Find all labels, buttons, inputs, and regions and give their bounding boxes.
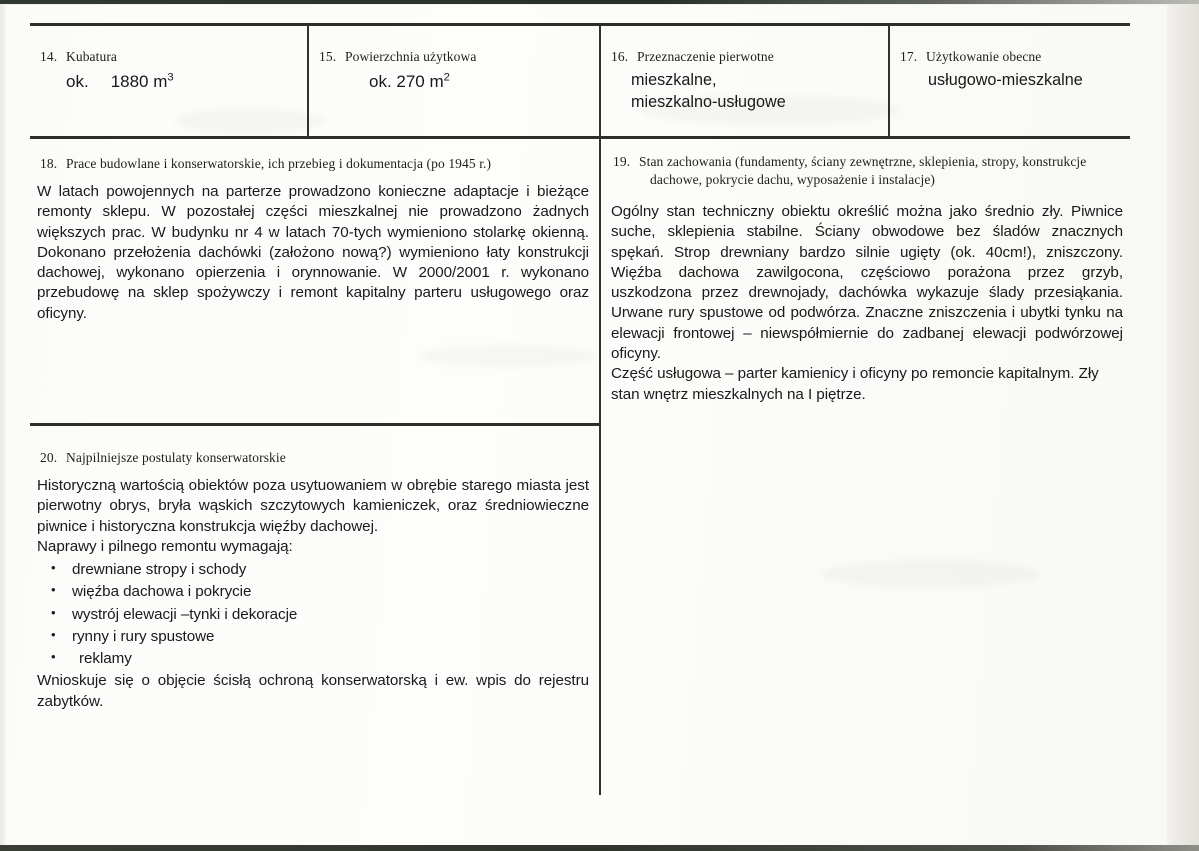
cell-field-14 — [30, 27, 307, 136]
section-18-label: Prace budowlane i konserwatorskie, ich przebieg i dokumentacja (po 1945 r.) — [66, 156, 492, 171]
cell-section-19 — [601, 139, 1130, 423]
field-16-value-line2: mieszkalno-usługowe — [631, 93, 786, 112]
scan-edge-top — [0, 0, 1199, 4]
field-17-label-line — [900, 48, 1041, 66]
field-15-label-line — [319, 48, 476, 66]
field-16-number: 16. — [611, 49, 629, 64]
section-19-body-paragraph-2: Część usługowa – parter kamienicy i oficyny po remoncie kapitalnym. Zły stan wnętrz mieszkalnych na I piętrze. — [611, 365, 1099, 403]
section-18-body-paragraph: W latach powojennych na parterze prowadzono konieczne adaptacje i bieżące remonty sklepu. W pozostałej części mieszkalnej nie prowadzono żadnych większych prac. W budynku nr 4 w latach 70-tych wymieniono stolarkę okienną. Dokonano przełożenia dachówki (założono nową?) wymieniono łaty konstrukcji dachowej, wykonano opierzenia i orynnowanie. W 2000/2001 r. wykonano przebudowę na sklep spożywczy i remont kapitalny parteru usługowego oraz oficyny. — [37, 183, 589, 322]
field-17-label: Użytkowanie obecne — [926, 49, 1042, 64]
section-18-label-line — [40, 155, 590, 173]
field-15-value — [369, 70, 450, 93]
field-14-value — [66, 70, 174, 93]
list-item — [37, 559, 589, 581]
scan-edge-bottom — [0, 845, 1199, 851]
list-item-label: więźba dachowa i pokrycie — [72, 583, 252, 601]
field-15-value-text: ok. 270 m — [369, 72, 444, 91]
list-item — [37, 648, 589, 670]
section-18-number: 18. — [40, 156, 58, 171]
field-16-value-line1: mieszkalne, — [631, 71, 717, 89]
field-14-value-number: 1880 m — [110, 72, 168, 91]
list-item — [37, 581, 589, 603]
section-20-number: 20. — [40, 450, 58, 465]
cell-field-15 — [309, 27, 599, 136]
section-19-label-line1: Stan zachowania (fundamenty, ściany zewnętrzne, sklepienia, stropy, konstrukcje — [639, 154, 1087, 169]
section-19-label-line2: dachowe, pokrycie dachu, wyposażenie i instalacje) — [650, 172, 936, 188]
section-18-body — [37, 182, 589, 324]
list-item-label: rynny i rury spustowe — [72, 627, 215, 645]
field-14-value-prefix: ok. — [66, 72, 89, 91]
section-19-label-line1-wrap — [613, 153, 1123, 171]
field-16-value — [631, 69, 786, 114]
cell-field-16 — [601, 27, 888, 136]
field-15-label: Powierzchnia użytkowa — [345, 49, 477, 64]
section-20-body-paragraph-1: Historyczną wartością obiektów poza usytuowaniem w obrębie starego miasta jest pierwotny obrys, bryła wąskich szczytowych kamieniczek, oraz średniowieczne piwnice i historyczna konstrukcja więźby dachowej. — [37, 477, 589, 535]
scan-edge-right — [1166, 0, 1199, 851]
field-17-number: 17. — [900, 49, 918, 64]
list-item-label: drewniane stropy i schody — [72, 561, 247, 579]
field-14-value-exponent: 3 — [167, 71, 174, 84]
table-top-rule — [30, 23, 1130, 26]
list-item-label: reklamy — [79, 650, 132, 668]
section-20-body — [37, 476, 589, 712]
section-20-requirements-list — [37, 559, 589, 670]
field-17-value — [928, 69, 1083, 91]
section-19-body — [611, 202, 1123, 405]
cell-section-18 — [30, 139, 599, 423]
field-16-label: Przeznaczenie pierwotne — [637, 49, 774, 64]
section-19-number: 19. — [613, 154, 631, 169]
list-item — [37, 604, 589, 626]
list-item — [37, 626, 589, 648]
field-16-label-line — [611, 48, 774, 66]
field-15-value-exponent: 2 — [443, 71, 450, 84]
field-14-number: 14. — [40, 49, 58, 64]
section-20-body-paragraph-2: Wnioskuje się o objęcie ścisłą ochroną konserwatorską i ew. wpis do rejestru zabytków. — [37, 672, 589, 710]
field-14-label: Kubatura — [66, 49, 118, 64]
cell-field-17 — [890, 27, 1130, 136]
section-20-label-line — [40, 449, 590, 467]
section-19-body-paragraph-1: Ogólny stan techniczny obiektu określić można jako średnio zły. Piwnice suche, sklepienia stabilne. Ściany obwodowe bez śladów znacznych spękań. Strop drewniany bardzo silnie ugięty (ok. 40cm!), zniszczony. Więźba dachowa zawilgocona, częściowo porażona przez grzyb, uszkodzona przez drewnojady, dachówka wykazuje ślady przesiąkania. Urwane rury spustowe od podwórza. Znaczne zniszczenia i ubytki tynku na elewacji frontowej – niewspółmiernie do zadbanej elewacji podwórzowej oficyny. — [611, 203, 1123, 362]
cell-section-20 — [30, 426, 599, 795]
field-17-value-line1: usługowo-mieszkalne — [928, 71, 1083, 89]
field-15-number: 15. — [319, 49, 337, 64]
list-item-label: wystrój elewacji –tynki i dekoracje — [72, 605, 298, 623]
scan-edge-left — [0, 4, 6, 849]
section-20-list-intro: Naprawy i pilnego remontu wymagają: — [37, 537, 293, 555]
section-20-label: Najpilniejsze postulaty konserwatorskie — [66, 450, 286, 465]
field-14-label-line — [40, 48, 117, 66]
section-19-label-block — [613, 153, 1123, 189]
